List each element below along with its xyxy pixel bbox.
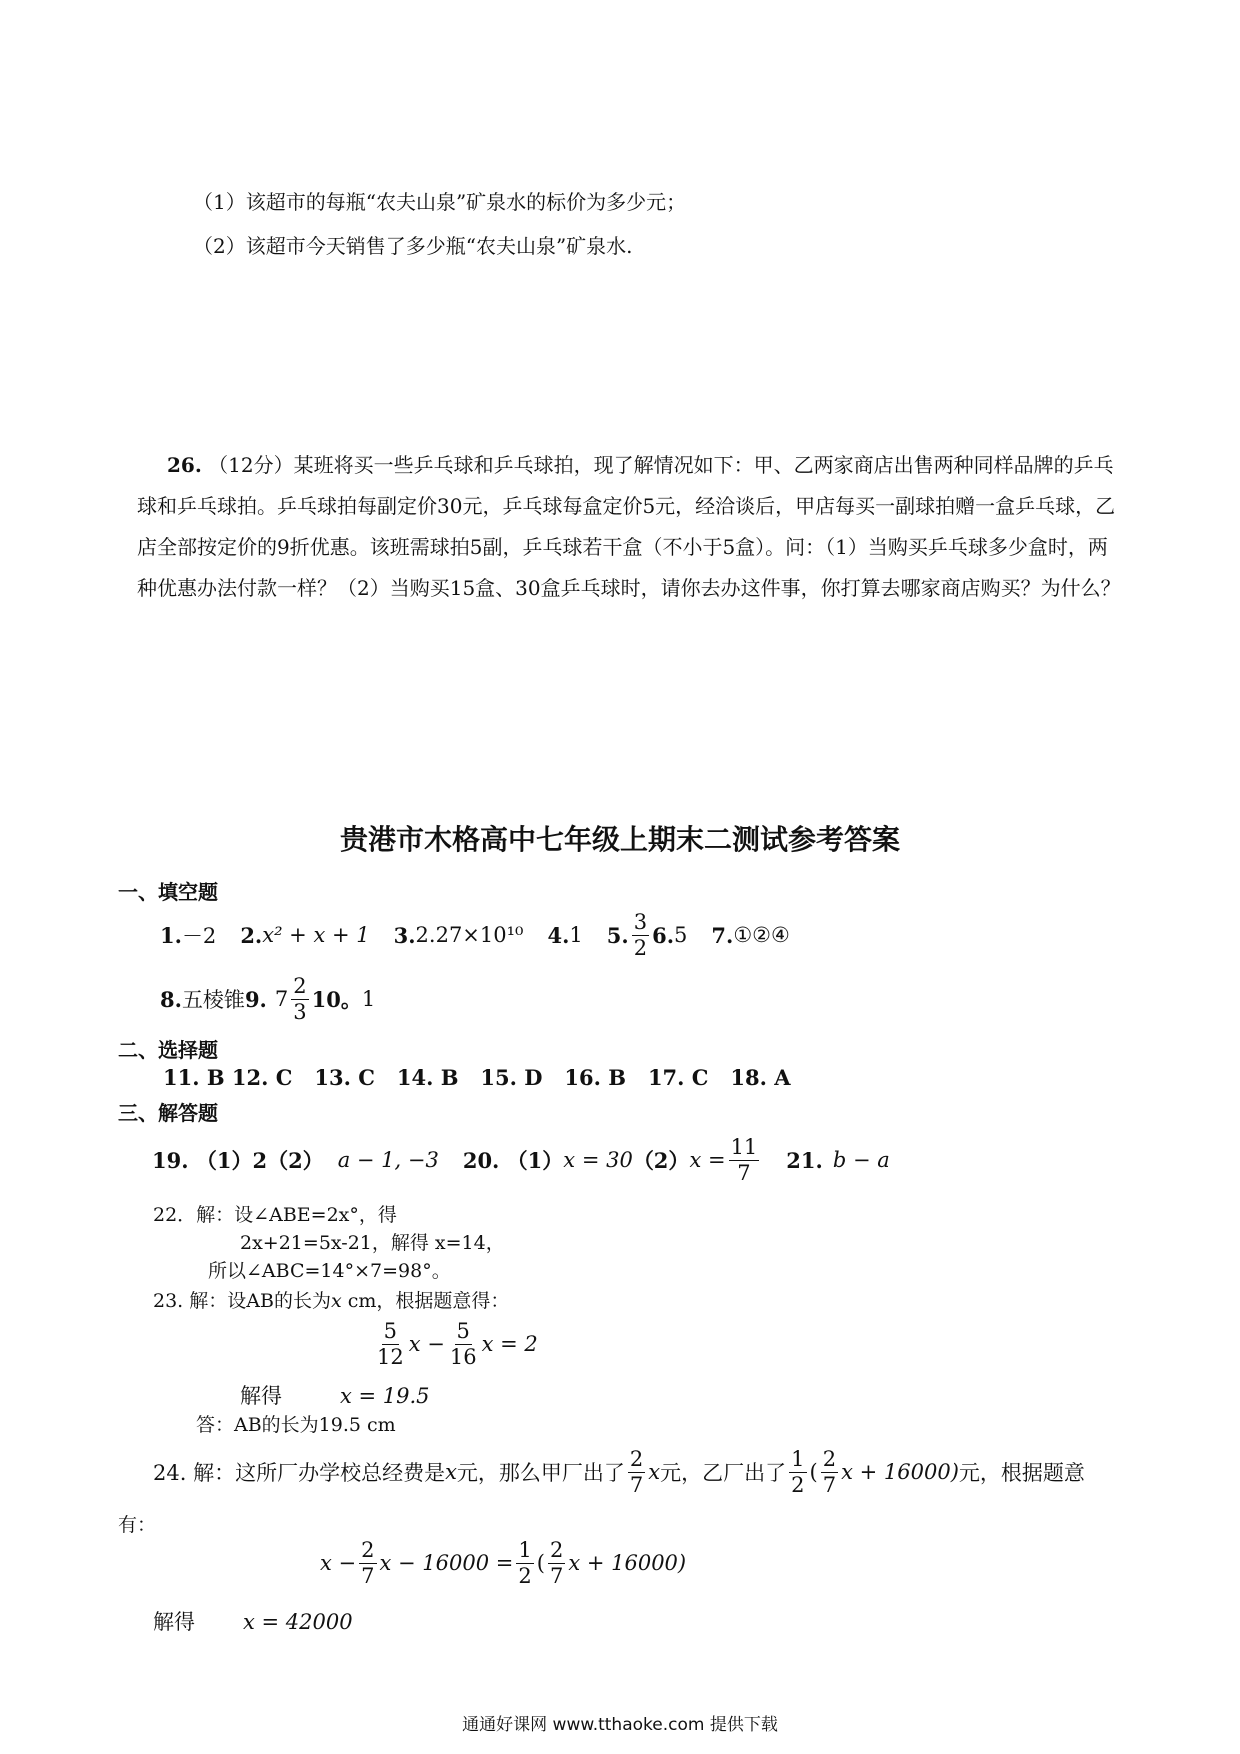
question-26-text: （12分）某班将买一些乒乓球和乒乓球拍，现了解情况如下：甲、乙两家商店出售两种同样品牌的乒乓球和乒乓球拍。乒乓球拍每副定价30元，乒乓球每盒定价5元，经洽谈后，甲店每买一副球拍赠一盒乒乓球，乙店全部按定价的9折优惠。该班需球拍5副，乒乓球若干盒（不小于5盒）。问：（1）当购买乒乓球多少盒时，两种优惠办法付款一样？（2）当购买15盒、30盒乒乓球时，请你去办这件事，你打算去哪家商店购买？为什么？ bbox=[137, 453, 1121, 600]
fill-answers-row-2 bbox=[160, 968, 375, 1030]
answer-1-label: 1. bbox=[160, 922, 182, 948]
question-26 bbox=[137, 445, 1127, 609]
q25-part2: （2）该超市今天销售了多少瓶“农夫山泉”矿泉水. bbox=[193, 234, 633, 258]
answer-20-value-2: x = bbox=[689, 1148, 726, 1172]
answer-20-value-1: x = 30 bbox=[563, 1148, 633, 1172]
section-2-heading: 二、选择题 bbox=[118, 1038, 218, 1062]
answer-4-label: 4. bbox=[547, 922, 570, 948]
q23-answer: 答：AB的长为19.5 cm bbox=[196, 1414, 396, 1436]
answer-6-label: 6. bbox=[652, 922, 675, 948]
q22-line-1: 22．解：设∠ABE=2x°，得 bbox=[153, 1204, 397, 1226]
answer-10-value: 1 bbox=[361, 987, 376, 1011]
answer-2-label: 2. bbox=[240, 922, 263, 948]
answers-19-21 bbox=[152, 1130, 890, 1190]
answer-3-value: 2.27×10¹⁰ bbox=[415, 923, 524, 947]
q24-line-1: 24. 解：这所厂办学校总经费是 x 元，那么甲厂出了 $\frac{2}{7}$ x 元，乙厂出了 $\frac{1}{2}$ ( $\frac{2}{7}$ x + 16000) 元，根据题意 bbox=[153, 1447, 1085, 1497]
q25-part1: （1）该超市的每瓶“农夫山泉”矿泉水的标价为多少元； bbox=[193, 190, 687, 214]
answer-1-value: －2 bbox=[181, 924, 217, 948]
q23-line-1: 23. 解：设AB的长为x cm，根据题意得： bbox=[153, 1290, 510, 1312]
answer-10-label: 10。 bbox=[311, 987, 362, 1012]
q23-equation: $\frac{5}{12}$ x − $\frac{5}{16}$ x = 2 bbox=[377, 1319, 538, 1369]
fill-answers-row-1 bbox=[160, 905, 790, 965]
answer-2-value: x² + x + 1 bbox=[262, 923, 370, 947]
answer-5-fraction: $\frac{3}{2}$ bbox=[633, 910, 648, 960]
answer-8-value: 五棱锥 bbox=[181, 988, 245, 1012]
q22-line-2: 2x+21=5x-21，解得 x=14， bbox=[240, 1232, 505, 1254]
answer-20-part-2: （2） bbox=[632, 1148, 690, 1173]
answer-20-label: 20. （1） bbox=[462, 1148, 564, 1173]
answer-21-label: 21. bbox=[786, 1147, 823, 1173]
answer-9-label: 9. bbox=[244, 986, 267, 1012]
q24-solution: 解得 x = 42000 bbox=[153, 1610, 353, 1634]
answer-9-whole: 7 bbox=[274, 987, 289, 1011]
answer-20-fraction: $\frac{11}{7}$ bbox=[730, 1135, 758, 1185]
section-1-heading: 一、填空题 bbox=[118, 880, 218, 904]
answer-21-value: b − a bbox=[832, 1148, 890, 1172]
q22-line-3: 所以∠ABC=14°×7=98°。 bbox=[208, 1260, 451, 1282]
answers-title: 贵港市木格高中七年级上期末二测试参考答案 bbox=[339, 823, 900, 856]
q23-solution: 解得 x = 19.5 bbox=[240, 1384, 430, 1408]
answer-7-value: ①②④ bbox=[733, 923, 790, 947]
choice-answers: 11. B 12. C 13. C 14. B 15. D 16. B 17. C 18. A bbox=[163, 1065, 791, 1090]
q24-line-2: 有： bbox=[118, 1514, 157, 1536]
answer-4-value: 1 bbox=[569, 923, 583, 947]
q24-equation: x − $\frac{2}{7}$ x − 16000 = $\frac{1}{2}$ ( $\frac{2}{7}$ x + 16000) bbox=[320, 1538, 687, 1588]
answer-5-label: 5. bbox=[606, 922, 629, 948]
answer-19-label: 19. （1）2（2） bbox=[152, 1148, 324, 1173]
answer-3-label: 3. bbox=[393, 922, 416, 948]
section-3-heading: 三、解答题 bbox=[118, 1101, 218, 1125]
page-footer: 通通好课网 www.tthaoke.com 提供下载 bbox=[462, 1715, 778, 1735]
question-26-number: 26. bbox=[167, 453, 202, 477]
answer-7-label: 7. bbox=[711, 922, 734, 948]
answer-9-fraction: $\frac{2}{3}$ bbox=[293, 974, 307, 1024]
answer-6-value: 5 bbox=[674, 923, 688, 947]
answer-8-label: 8. bbox=[160, 986, 182, 1012]
answer-19-value: a − 1, −3 bbox=[337, 1148, 439, 1172]
